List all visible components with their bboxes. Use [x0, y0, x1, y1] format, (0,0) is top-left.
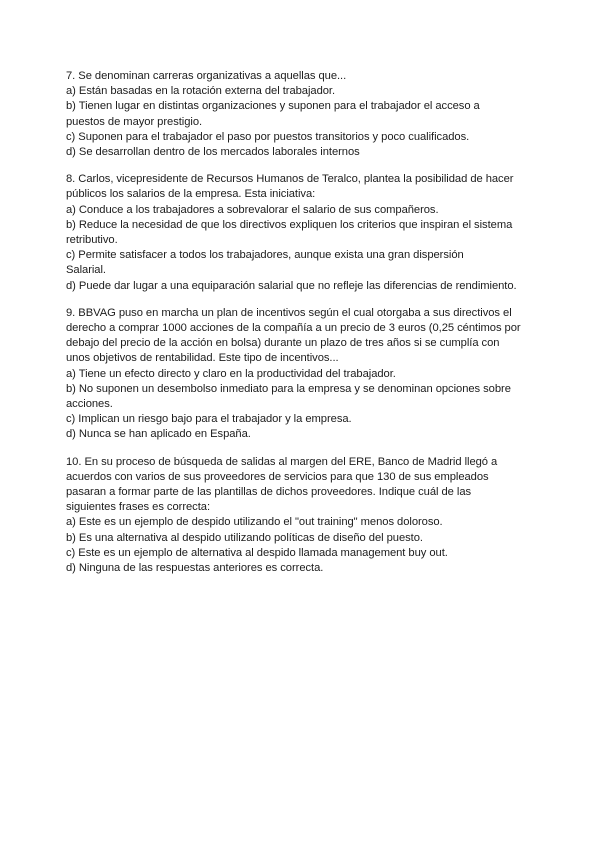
questions-list	[66, 69, 548, 588]
answer-option-d: d) Ninguna de las respuestas anteriores es correcta.	[66, 562, 324, 575]
question-stem-continuation: debajo del precio de la acción en bolsa) durante un plazo de tres años si se cumplía con	[66, 337, 500, 350]
question-stem: 7. Se denominan carreras organizativas a aquellas que...	[66, 70, 347, 82]
answer-option-b-continuation: acciones.	[66, 398, 113, 411]
question-stem-continuation: públicos los salarios de la empresa. Esta iniciativa:	[66, 188, 316, 201]
answer-option-c: c) Suponen para el trabajador el paso por puestos transitorios y poco cualificados.	[66, 130, 470, 143]
question-block-9	[66, 306, 548, 443]
question-block-7	[66, 69, 548, 160]
answer-option-c-continuation: Salarial.	[66, 264, 106, 277]
answer-option-d: d) Se desarrollan dentro de los mercados laborales internos	[66, 146, 360, 159]
answer-option-c: c) Este es un ejemplo de alternativa al despido llamada management buy out.	[66, 546, 448, 559]
question-stem: 8. Carlos, vicepresidente de Recursos Humanos de Teralco, plantea la posibilidad de hacer	[66, 173, 514, 186]
answer-option-b-continuation: puestos de mayor prestigio.	[66, 115, 203, 128]
answer-option-c: c) Permite satisfacer a todos los trabajadores, aunque exista una gran dispersión	[66, 249, 464, 262]
answer-option-a: a) Están basadas en la rotación externa del trabajador.	[66, 85, 336, 98]
question-stem-continuation: derecho a comprar 1000 acciones de la compañía a un precio de 3 euros (0,25 céntimos por	[66, 322, 521, 335]
answer-option-b: b) Es una alternativa al despido utilizando políticas de diseño del puesto.	[66, 531, 423, 544]
answer-option-b: b) Tienen lugar en distintas organizaciones y suponen para el trabajador el acceso a	[66, 100, 480, 113]
question-block-10	[66, 455, 548, 577]
question-stem-continuation: siguientes frases es correcta:	[66, 501, 211, 514]
answer-option-b-continuation: retributivo.	[66, 234, 118, 247]
answer-option-a: a) Conduce a los trabajadores a sobrevalorar el salario de sus compañeros.	[66, 203, 439, 216]
question-block-8	[66, 172, 548, 294]
answer-option-a: a) Este es un ejemplo de despido utilizando el "out training" menos doloroso.	[66, 516, 443, 529]
answer-option-b: b) Reduce la necesidad de que los directivos expliquen los criterios que inspiran el sistema	[66, 218, 513, 231]
answer-option-d: d) Nunca se han aplicado en España.	[66, 428, 251, 441]
answer-option-d: d) Puede dar lugar a una equiparación salarial que no refleje las diferencias de rendimiento.	[66, 279, 517, 292]
answer-option-a: a) Tiene un efecto directo y claro en la productividad del trabajador.	[66, 367, 396, 380]
question-stem: 10. En su proceso de búsqueda de salidas al margen del ERE, Banco de Madrid llegó a	[66, 455, 498, 468]
question-stem: 9. BBVAG puso en marcha un plan de incentivos según el cual otorgaba a sus directivos el	[66, 306, 512, 319]
answer-option-b: b) No suponen un desembolso inmediato para la empresa y se denominan opciones sobre	[66, 382, 511, 395]
question-stem-continuation: pasaran a formar parte de las plantillas de dichos proveedores. Indique cuál de las	[66, 486, 472, 499]
question-stem-continuation: acuerdos con varios de sus proveedores de servicios para que 130 de sus empleados	[66, 470, 489, 483]
answer-option-c: c) Implican un riesgo bajo para el trabajador y la empresa.	[66, 413, 352, 426]
question-stem-continuation: unos objetivos de rentabilidad. Este tipo de incentivos...	[66, 352, 339, 365]
